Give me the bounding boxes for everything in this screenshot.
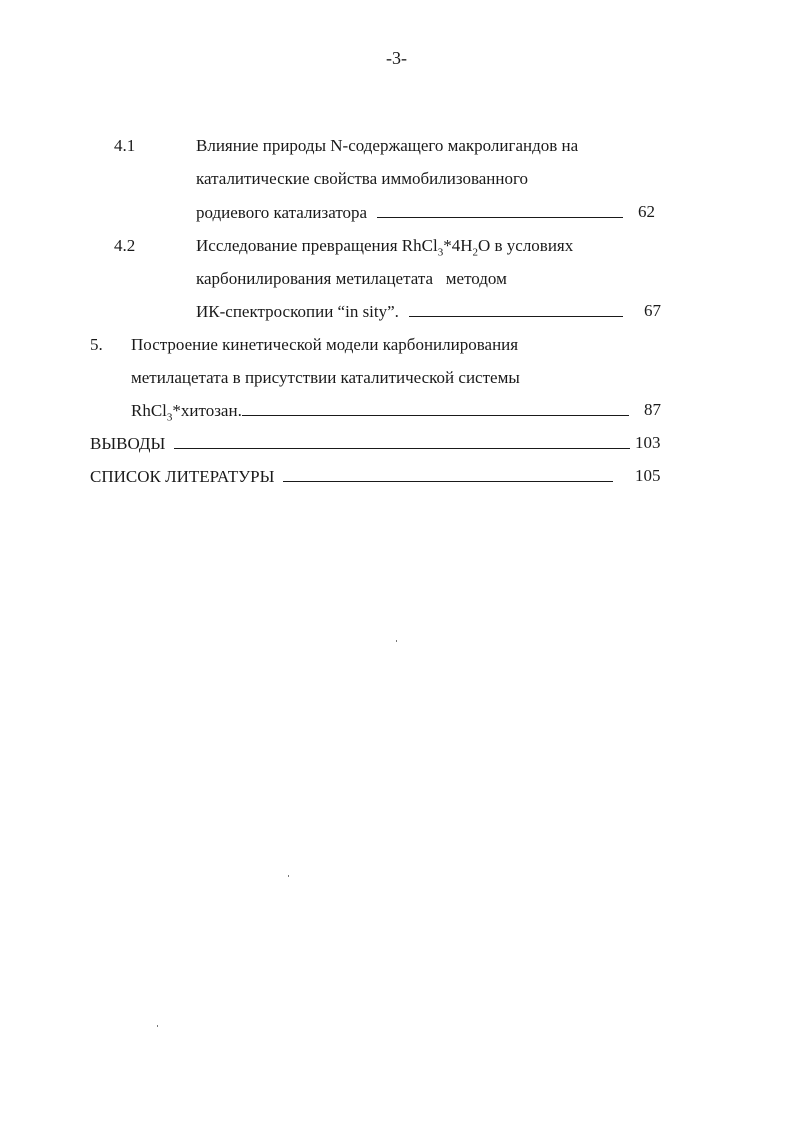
toc-text-segment: O в условиях bbox=[477, 236, 574, 255]
toc-text-segment: RhCl bbox=[131, 401, 167, 420]
toc-entry-title-line bbox=[196, 236, 574, 259]
toc-subscript: 2 bbox=[472, 246, 478, 259]
toc-page-number: 103 bbox=[635, 433, 661, 452]
toc-entry-title-text: родиевого катализатора bbox=[196, 203, 368, 222]
toc-entry-title-line bbox=[196, 301, 623, 322]
toc-entry-title-text: СПИСОК ЛИТЕРАТУРЫ bbox=[90, 467, 275, 486]
toc-entry-title-line bbox=[90, 433, 630, 454]
toc-entry-title-line bbox=[196, 202, 623, 223]
toc-entry-title-line bbox=[131, 400, 629, 424]
toc-entry-title-line: Влияние природы N-содержащего макролигандов на bbox=[196, 136, 579, 155]
toc-subscript: 3 bbox=[166, 411, 173, 424]
toc-page-number: 62 bbox=[638, 202, 655, 221]
toc-leader-line bbox=[283, 466, 613, 482]
toc-entry-number: 4.2 bbox=[114, 236, 136, 255]
toc-text-segment: *хитозан. bbox=[172, 401, 242, 420]
toc-entry-title-line: Построение кинетической модели карбонилирования bbox=[131, 335, 519, 354]
toc-entry-number: 5. bbox=[90, 335, 103, 354]
toc-entry-number: 4.1 bbox=[114, 136, 136, 155]
toc-entry-title-text: ИК-спектроскопии “in sity”. bbox=[196, 302, 399, 321]
toc-text-segment: Исследование превращения RhCl bbox=[196, 236, 438, 255]
toc-entry-title-line: карбонилирования метилацетата методом bbox=[196, 269, 507, 288]
toc-entry-title-line bbox=[90, 466, 613, 487]
toc-leader-line bbox=[242, 400, 629, 416]
toc-leader-line bbox=[409, 301, 623, 317]
scan-speck bbox=[396, 640, 397, 642]
toc-entry-title-text: ВЫВОДЫ bbox=[90, 434, 166, 453]
toc-page-number: 67 bbox=[644, 301, 661, 320]
toc-leader-line bbox=[377, 202, 623, 218]
page-number: -3- bbox=[386, 48, 407, 68]
scan-speck bbox=[288, 875, 289, 877]
toc-text-segment: *4H bbox=[443, 236, 473, 255]
toc-page-number: 87 bbox=[644, 400, 661, 419]
toc-page-number: 105 bbox=[635, 466, 661, 485]
scan-speck bbox=[157, 1025, 158, 1027]
toc-entry-title-line: каталитические свойства иммобилизованного bbox=[196, 169, 529, 188]
toc-subscript: 3 bbox=[437, 246, 444, 259]
toc-leader-line bbox=[174, 433, 630, 449]
toc-entry-title-line: метилацетата в присутствии каталитической системы bbox=[131, 368, 520, 387]
